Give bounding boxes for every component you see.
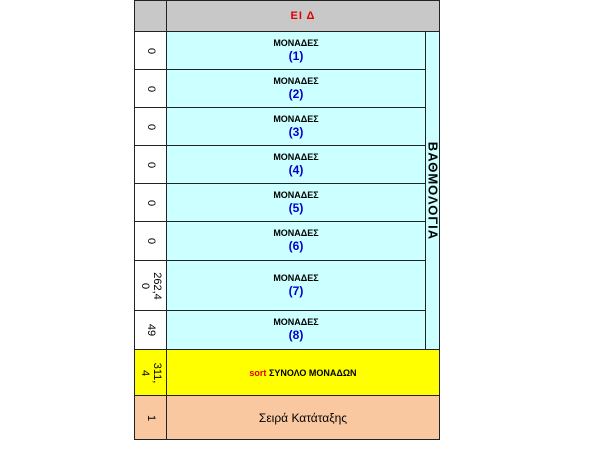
header-title-cell	[166, 0, 440, 32]
value-cell-1	[134, 31, 167, 70]
unit-label: ΜΟΝΑΔΕΣ	[273, 75, 319, 86]
unit-number: (1)	[288, 48, 304, 63]
total-value-cell	[134, 349, 167, 396]
value-text: 0	[144, 237, 157, 245]
value-cell-8	[134, 310, 167, 350]
unit-cell-3	[166, 107, 426, 146]
value-text: 0	[144, 47, 157, 54]
score-sheet	[134, 0, 440, 440]
score-side-label: ΒΑΘΜΟΛΟΓΙΑ	[425, 141, 440, 240]
score-side-label-cell	[425, 31, 440, 350]
value-cell-6	[134, 221, 167, 261]
total-units-label: ΣΥΝΟΛΟ ΜΟΝΑΔΩΝ	[268, 367, 357, 378]
unit-cell-8	[166, 310, 426, 350]
rank-label-cell	[166, 395, 440, 440]
value-cell-2	[134, 69, 167, 108]
unit-cell-4	[166, 145, 426, 184]
value-text: 0	[144, 161, 157, 168]
unit-number: (3)	[288, 124, 304, 139]
unit-label: ΜΟΝΑΔΕΣ	[273, 317, 319, 327]
value-cell-7	[134, 260, 167, 311]
rank-label: Σειρά Κατάταξης	[258, 410, 348, 425]
value-text: 0	[144, 199, 157, 206]
value-text: 0	[144, 123, 157, 130]
value-text: 49	[144, 323, 157, 337]
value-cell-3	[134, 107, 167, 146]
unit-number: (6)	[288, 239, 304, 253]
total-value: 311, 4	[138, 362, 163, 383]
value-cell-5	[134, 183, 167, 222]
rank-value: 1	[144, 414, 157, 421]
unit-label: ΜΟΝΑΔΕΣ	[273, 113, 319, 124]
unit-number: (7)	[288, 283, 304, 298]
unit-cell-2	[166, 69, 426, 108]
unit-cell-1	[166, 31, 426, 70]
unit-number: (8)	[288, 328, 304, 342]
rank-value-cell	[134, 395, 167, 440]
unit-label: ΜΟΝΑΔΕΣ	[273, 272, 319, 283]
unit-number: (2)	[288, 86, 304, 101]
value-cell-4	[134, 145, 167, 184]
total-label	[249, 368, 356, 378]
unit-label: ΜΟΝΑΔΕΣ	[273, 228, 319, 238]
unit-number: (5)	[288, 200, 304, 215]
unit-label: ΜΟΝΑΔΕΣ	[273, 37, 319, 48]
total-label-cell	[166, 349, 440, 396]
value-text: 0	[144, 85, 157, 92]
sort-label: sort	[249, 367, 267, 378]
unit-number: (4)	[288, 162, 304, 177]
unit-label: ΜΟΝΑΔΕΣ	[273, 189, 319, 200]
header-title: ΕΙ Δ	[290, 10, 316, 22]
unit-cell-6	[166, 221, 426, 261]
value-text: 262,4 0	[138, 271, 163, 300]
unit-label: ΜΟΝΑΔΕΣ	[273, 151, 319, 162]
unit-cell-7	[166, 260, 426, 311]
header-corner-cell	[134, 0, 167, 32]
unit-cell-5	[166, 183, 426, 222]
